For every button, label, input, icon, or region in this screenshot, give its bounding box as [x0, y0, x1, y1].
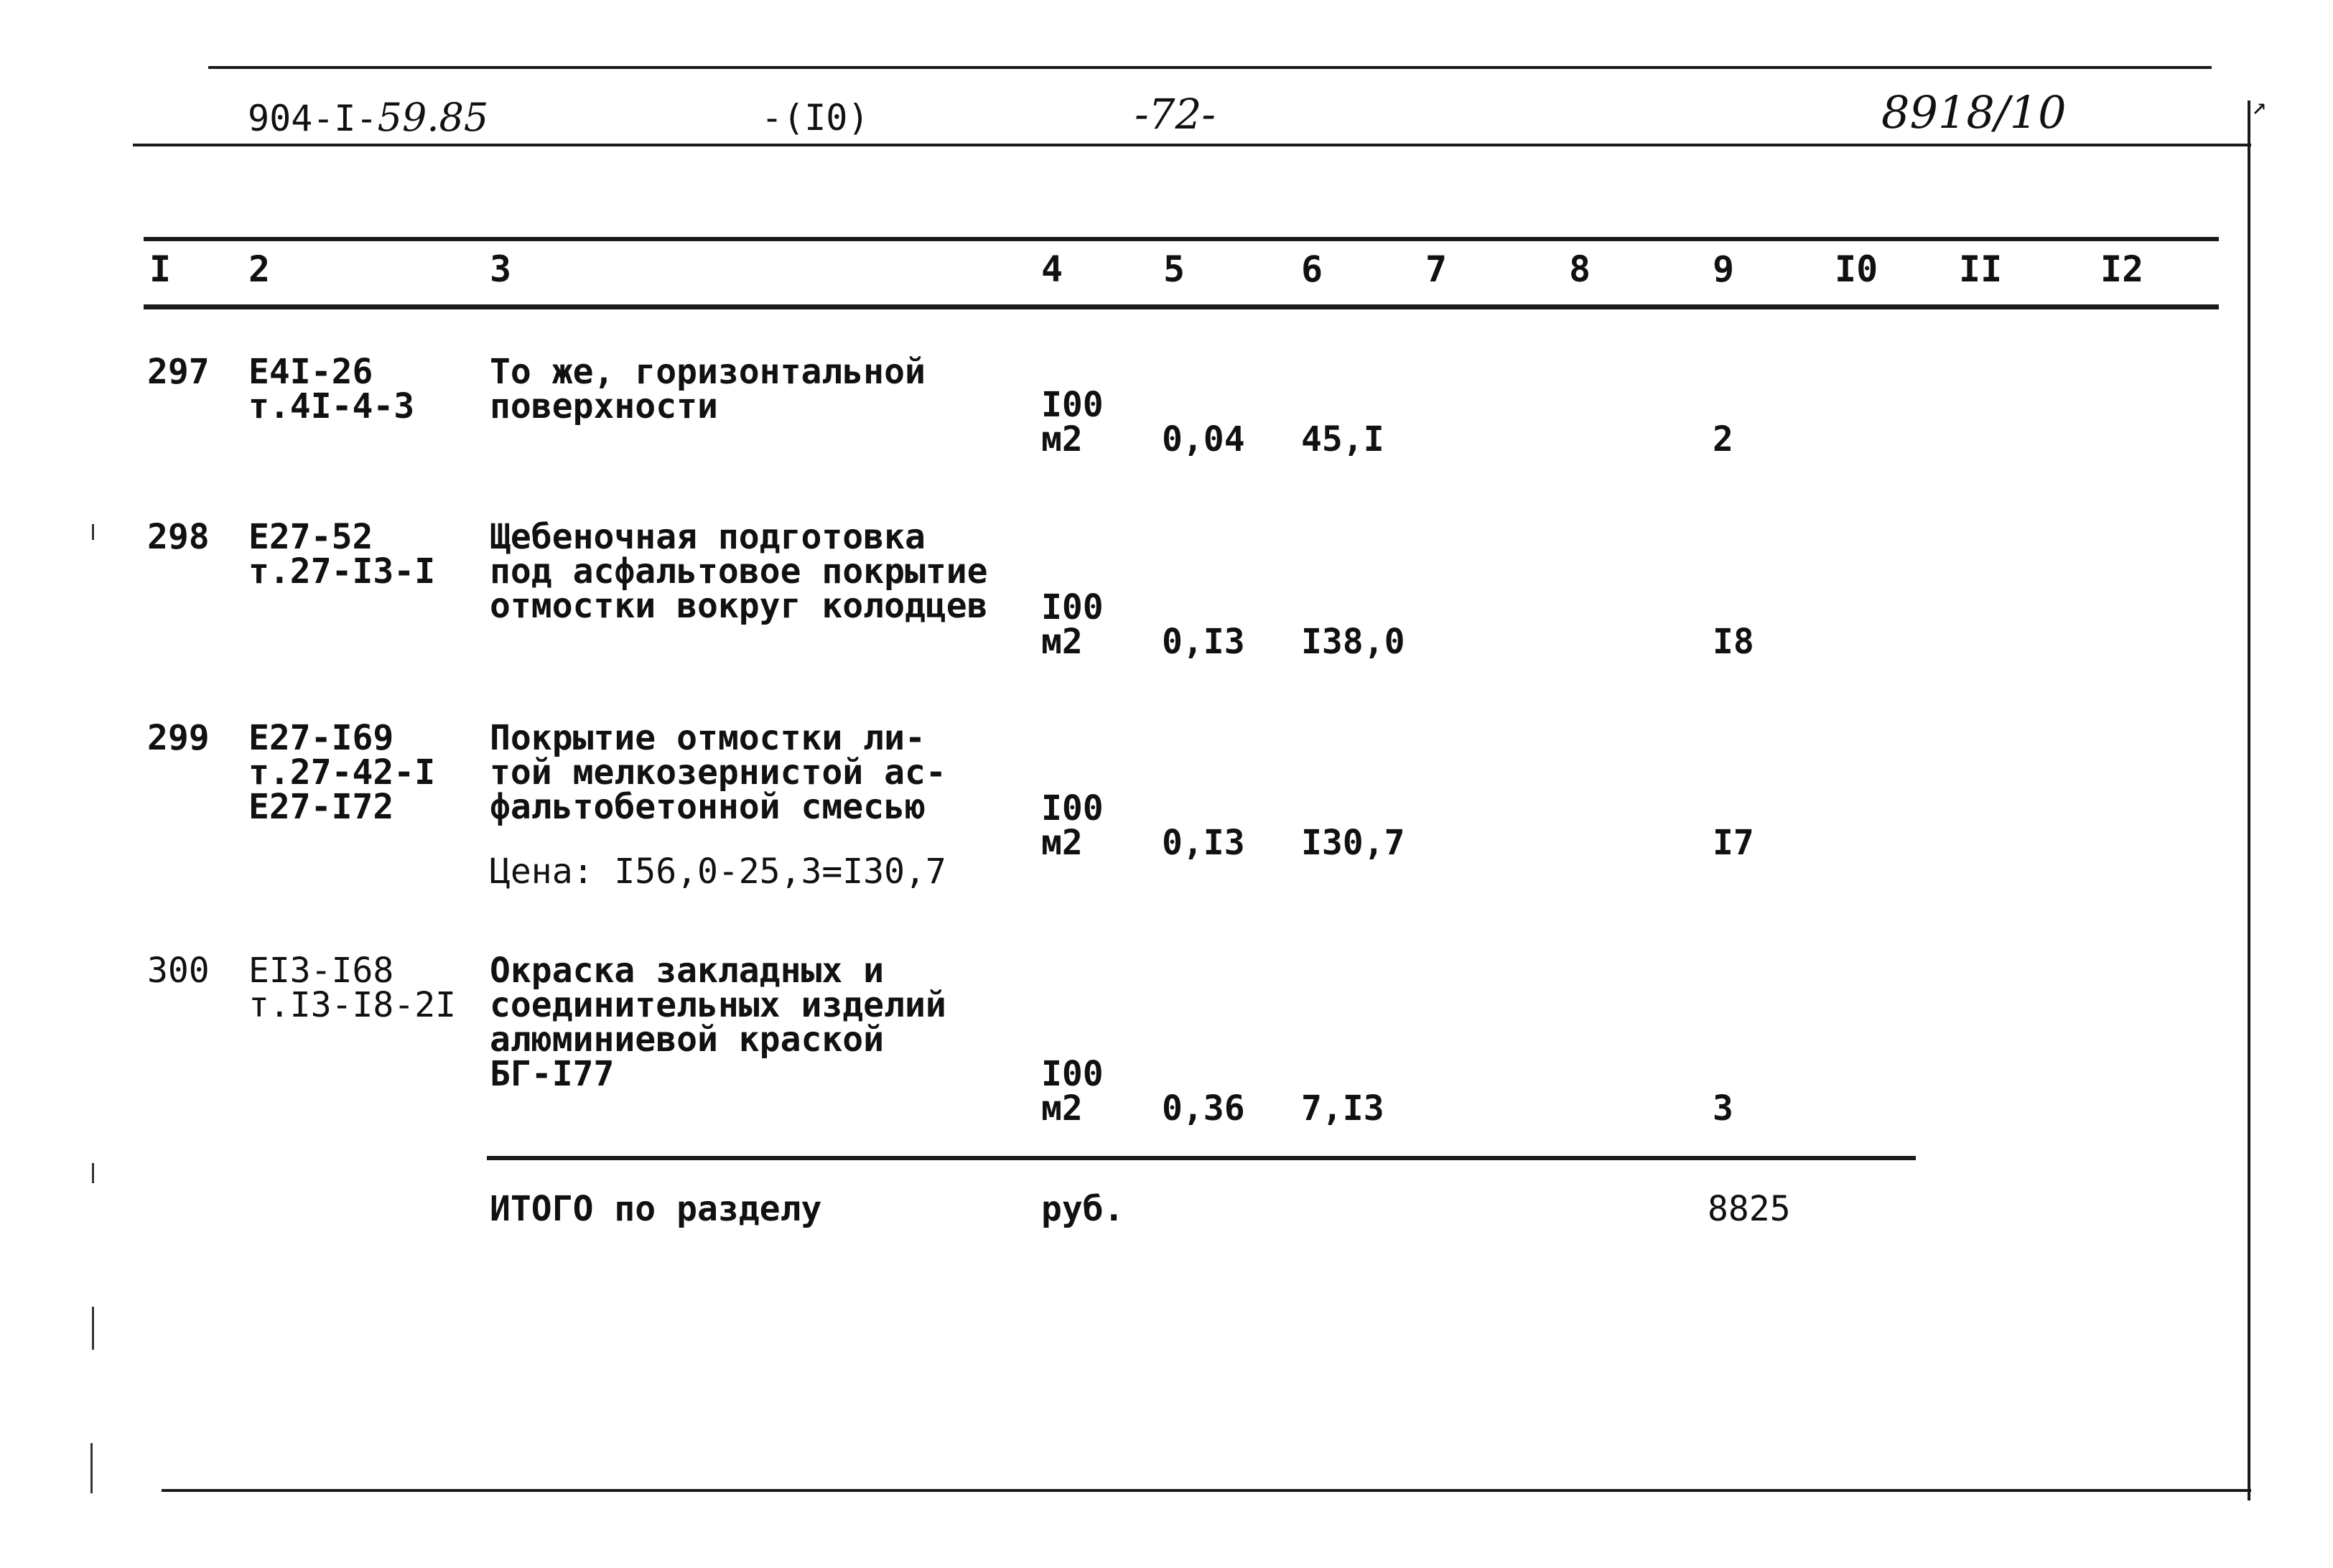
desc-line: поверхности [490, 386, 718, 426]
row-price: 45,I [1301, 419, 1384, 459]
row-quantity: 0,04 [1162, 419, 1245, 459]
code-line: E27-I69 [248, 718, 394, 758]
desc-line: той мелкозернистой ас- [490, 752, 946, 793]
row-code [248, 951, 456, 1025]
row-code [248, 517, 436, 592]
unit-line: I00 [1041, 385, 1104, 425]
col-header-1: I [149, 248, 172, 290]
corner-mark: ↗ [2252, 92, 2267, 121]
desc-line: Покрытие отмостки ли- [490, 718, 926, 758]
row-quantity: 0,I3 [1162, 622, 1245, 662]
unit-line: м2 [1041, 1088, 1083, 1129]
col-header-4: 4 [1041, 248, 1063, 290]
row-total: 2 [1713, 419, 1733, 459]
unit-line: м2 [1041, 622, 1083, 662]
desc-line: отмостки вокруг колодцев [490, 586, 988, 626]
code-line: т.4I-4-3 [248, 386, 415, 426]
doc-code-hand: 59.85 [377, 95, 489, 140]
row-unit [1041, 1054, 1104, 1129]
col-header-12: I2 [2100, 248, 2144, 290]
row-code [248, 352, 415, 426]
page-number: -72- [1135, 90, 1216, 139]
header-bottom-rule [133, 144, 2251, 146]
col-header-2: 2 [248, 248, 271, 290]
row-quantity: 0,36 [1162, 1088, 1245, 1129]
row-number: 298 [147, 517, 210, 557]
binding-mark [92, 524, 94, 540]
unit-line: I00 [1041, 587, 1104, 627]
desc-line: под асфальтовое покрытие [490, 551, 988, 592]
row-price: I38,0 [1301, 622, 1405, 662]
code-line: т.27-42-I [248, 752, 436, 793]
col-header-6: 6 [1301, 248, 1323, 290]
right-frame-line [2248, 101, 2250, 1501]
col-header-8: 8 [1569, 248, 1591, 290]
row-total: 3 [1713, 1088, 1733, 1129]
top-rule [208, 66, 2212, 69]
desc-line: соединительных изделий [490, 985, 946, 1025]
row-total: I7 [1713, 823, 1754, 863]
binding-mark [92, 1163, 94, 1183]
doc-code-print: 904-I- [248, 98, 378, 139]
archive-number: 8918/10 [1881, 86, 2067, 139]
row-number: 297 [147, 352, 210, 392]
code-line: E27-52 [248, 517, 373, 557]
binding-mark [90, 1443, 93, 1493]
unit-line: м2 [1041, 823, 1083, 863]
row-description [490, 352, 926, 426]
summary-label: ИТОГО по разделу [490, 1189, 822, 1229]
row-unit [1041, 587, 1104, 662]
desc-line: алюминиевой краской [490, 1019, 885, 1060]
unit-line: I00 [1041, 1054, 1104, 1094]
sheet-number: -(I0) [761, 97, 870, 139]
code-line: E4I-26 [248, 352, 373, 392]
desc-line: фальтобетонной смесью [490, 787, 926, 827]
row-unit [1041, 788, 1104, 863]
row-quantity: 0,I3 [1162, 823, 1245, 863]
row-description [490, 718, 946, 827]
col-header-5: 5 [1163, 248, 1186, 290]
columns-bottom-rule [144, 304, 2219, 309]
row-unit [1041, 385, 1104, 459]
row-price: 7,I3 [1301, 1088, 1384, 1129]
doc-code [248, 95, 488, 140]
row-number: 300 [147, 951, 210, 991]
col-header-10: I0 [1835, 248, 1878, 290]
row-number: 299 [147, 718, 210, 758]
desc-line: Окраска закладных и [490, 951, 885, 991]
binding-mark [92, 1307, 94, 1350]
row-price: I30,7 [1301, 823, 1405, 863]
desc-line: Щебеночная подготовка [490, 517, 926, 557]
unit-line: м2 [1041, 419, 1083, 459]
summary-unit: руб. [1041, 1189, 1124, 1229]
row-code [248, 718, 436, 827]
columns-top-rule [144, 237, 2219, 241]
col-header-3: 3 [490, 248, 512, 290]
row-description [490, 951, 946, 1094]
summary-rule [487, 1156, 1916, 1160]
code-line: т.I3-I8-2I [248, 985, 456, 1025]
code-line: EI3-I68 [248, 951, 394, 991]
row-price-note: Цена: I56,0-25,3=I30,7 [490, 851, 946, 892]
desc-line: То же, горизонтальной [490, 352, 926, 392]
row-description [490, 517, 988, 626]
unit-line: I00 [1041, 788, 1104, 829]
col-header-7: 7 [1425, 248, 1448, 290]
desc-line: БГ-I77 [490, 1054, 615, 1094]
col-header-11: II [1959, 248, 2003, 290]
code-line: E27-I72 [248, 787, 394, 827]
col-header-9: 9 [1713, 248, 1735, 290]
row-total: I8 [1713, 622, 1754, 662]
summary-total: 8825 [1708, 1189, 1791, 1229]
code-line: т.27-I3-I [248, 551, 436, 592]
bottom-rule [162, 1489, 2251, 1492]
